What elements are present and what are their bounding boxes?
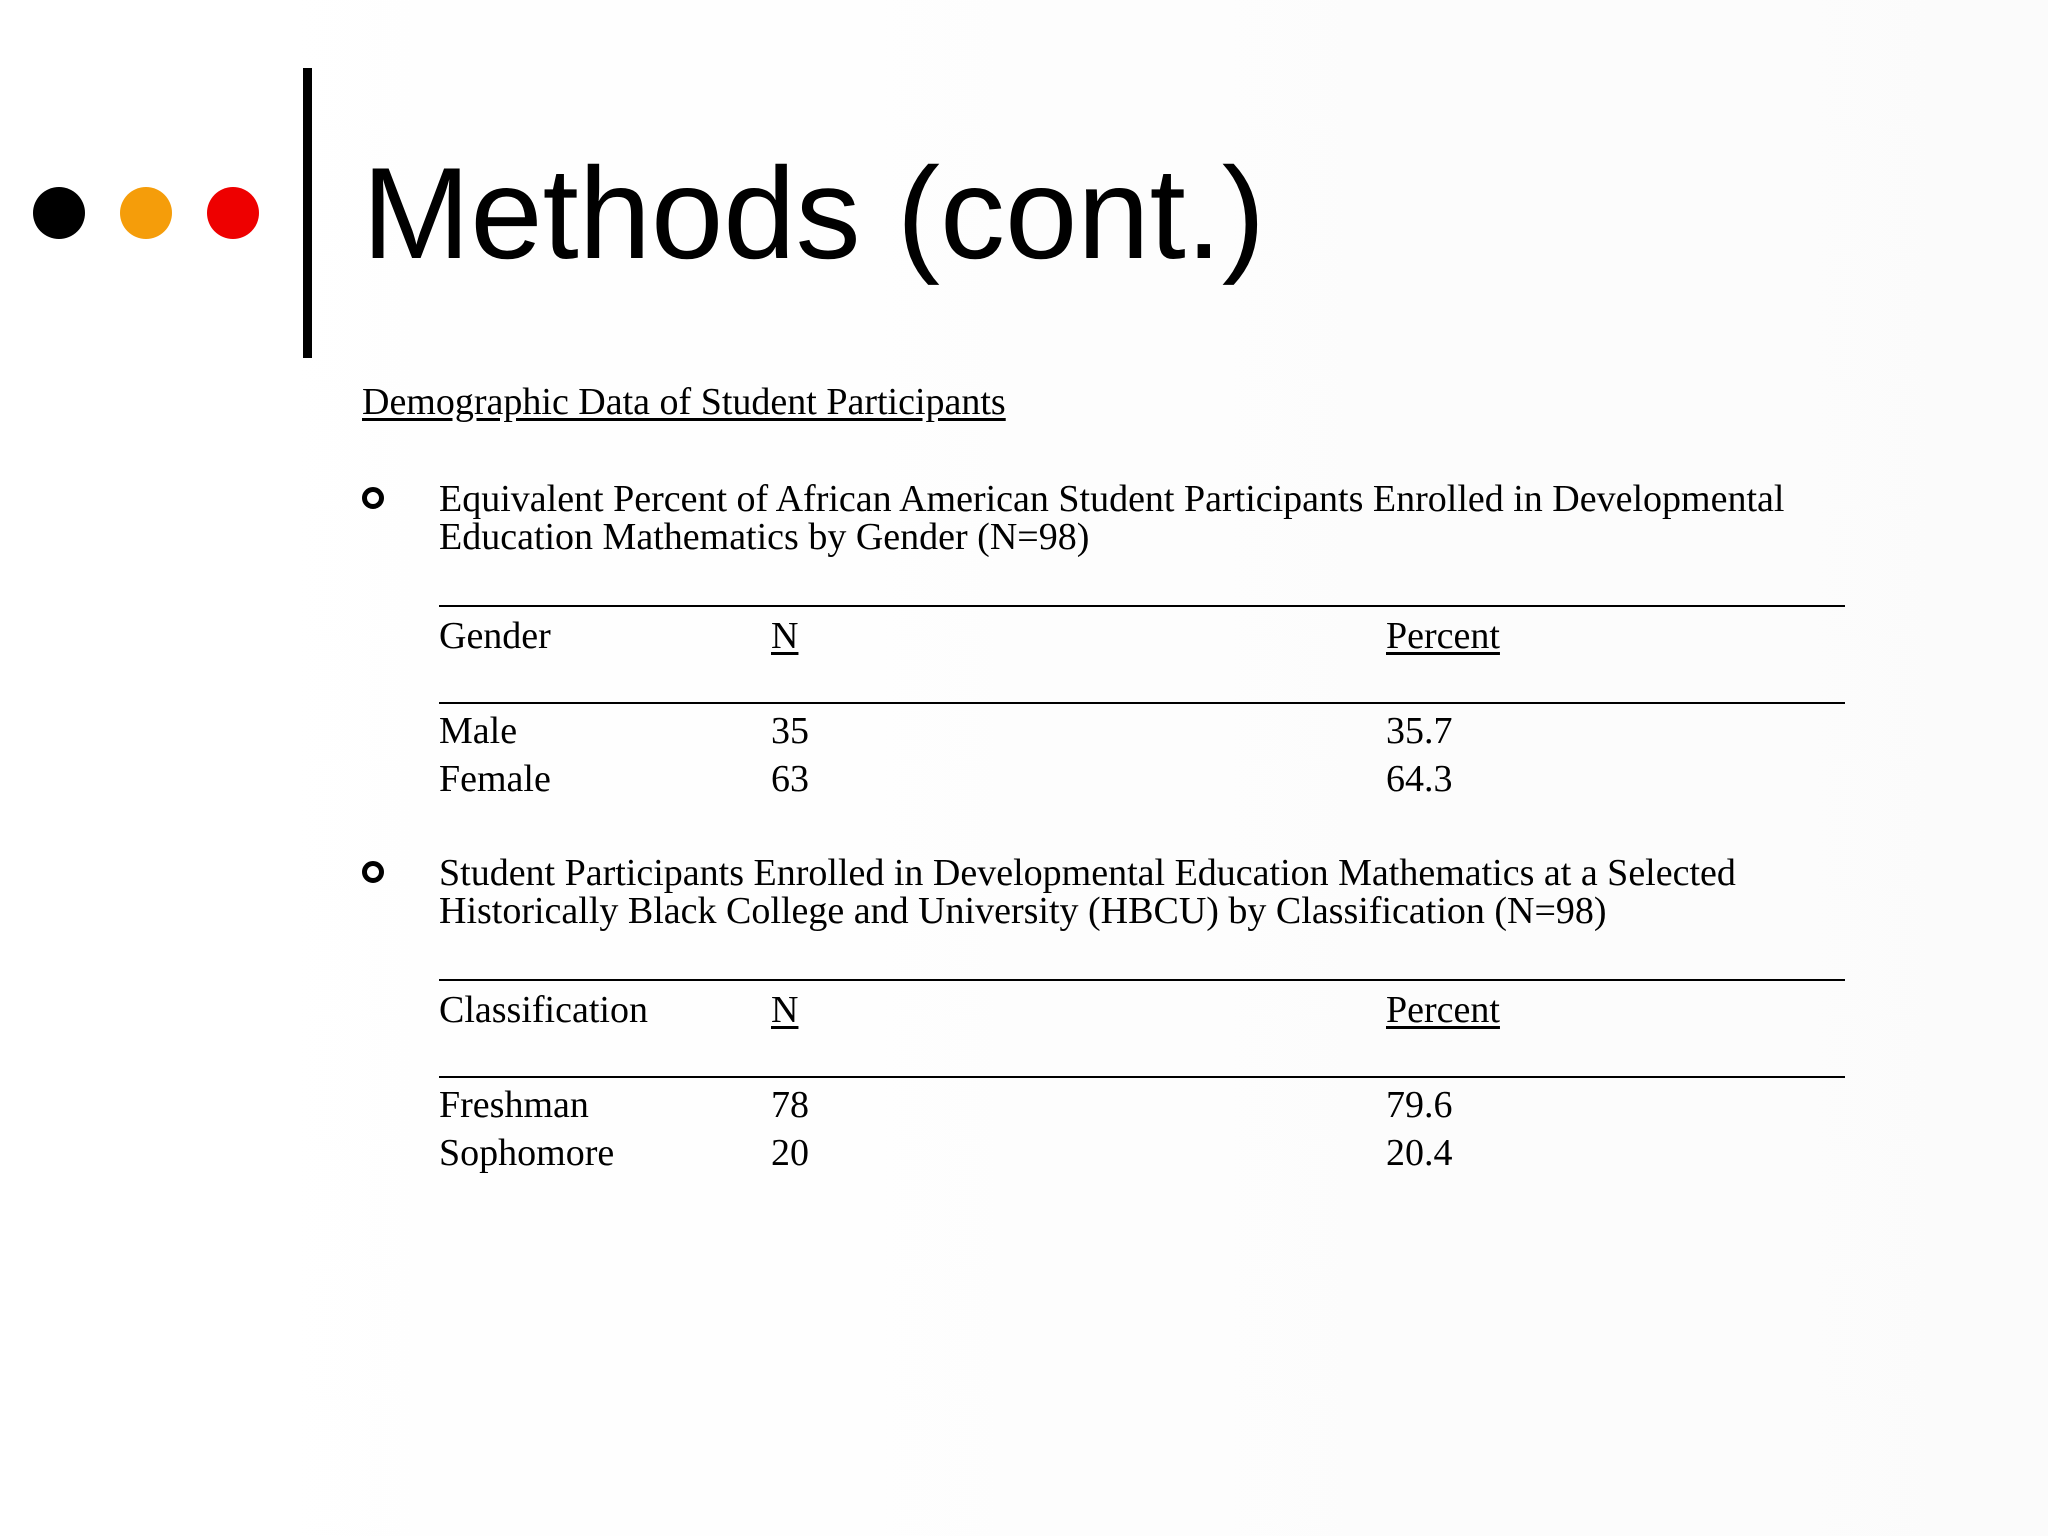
bullet-ring-icon (362, 487, 384, 509)
table-cell-percent: 79.6 (1386, 1084, 1453, 1126)
table-cell-n: 20 (771, 1132, 809, 1174)
slide-title: Methods (cont.) (362, 140, 1266, 286)
bullet-text-gender: Equivalent Percent of African American Student Participants Enrolled in Developmental Education Mathematics by Gender (N=98) (439, 478, 1785, 558)
table-cell-n: 78 (771, 1084, 809, 1126)
table-cell-n: 63 (771, 758, 809, 800)
table-header-percent: Percent (1386, 989, 1500, 1031)
table-cell-label: Sophomore (439, 1132, 615, 1174)
table-header-rule (439, 702, 1845, 704)
table-header-gender: Gender (439, 615, 551, 657)
decorative-dot-orange (120, 187, 172, 239)
table-header-rule (439, 1076, 1845, 1078)
table-top-rule (439, 605, 1845, 607)
title-divider-bar (303, 68, 312, 358)
table-cell-percent: 64.3 (1386, 758, 1453, 800)
decorative-dot-red (207, 187, 259, 239)
bullet-ring-icon (362, 861, 384, 883)
table-cell-percent: 20.4 (1386, 1132, 1453, 1174)
table-cell-label: Male (439, 710, 518, 752)
slide-subtitle: Demographic Data of Student Participants (362, 381, 1006, 423)
table-header-n: N (771, 989, 799, 1031)
table-cell-percent: 35.7 (1386, 710, 1453, 752)
table-header-classification: Classification (439, 989, 648, 1031)
table-cell-label: Female (439, 758, 551, 800)
table-top-rule (439, 979, 1845, 981)
table-cell-n: 35 (771, 710, 809, 752)
decorative-dot-black (33, 187, 85, 239)
table-header-percent: Percent (1386, 615, 1500, 657)
table-header-n: N (771, 615, 799, 657)
bullet-text-classification: Student Participants Enrolled in Developmental Education Mathematics at a Selected Historically Black College and University (HBCU) by Classification (N=98) (439, 852, 1736, 932)
table-cell-label: Freshman (439, 1084, 589, 1126)
